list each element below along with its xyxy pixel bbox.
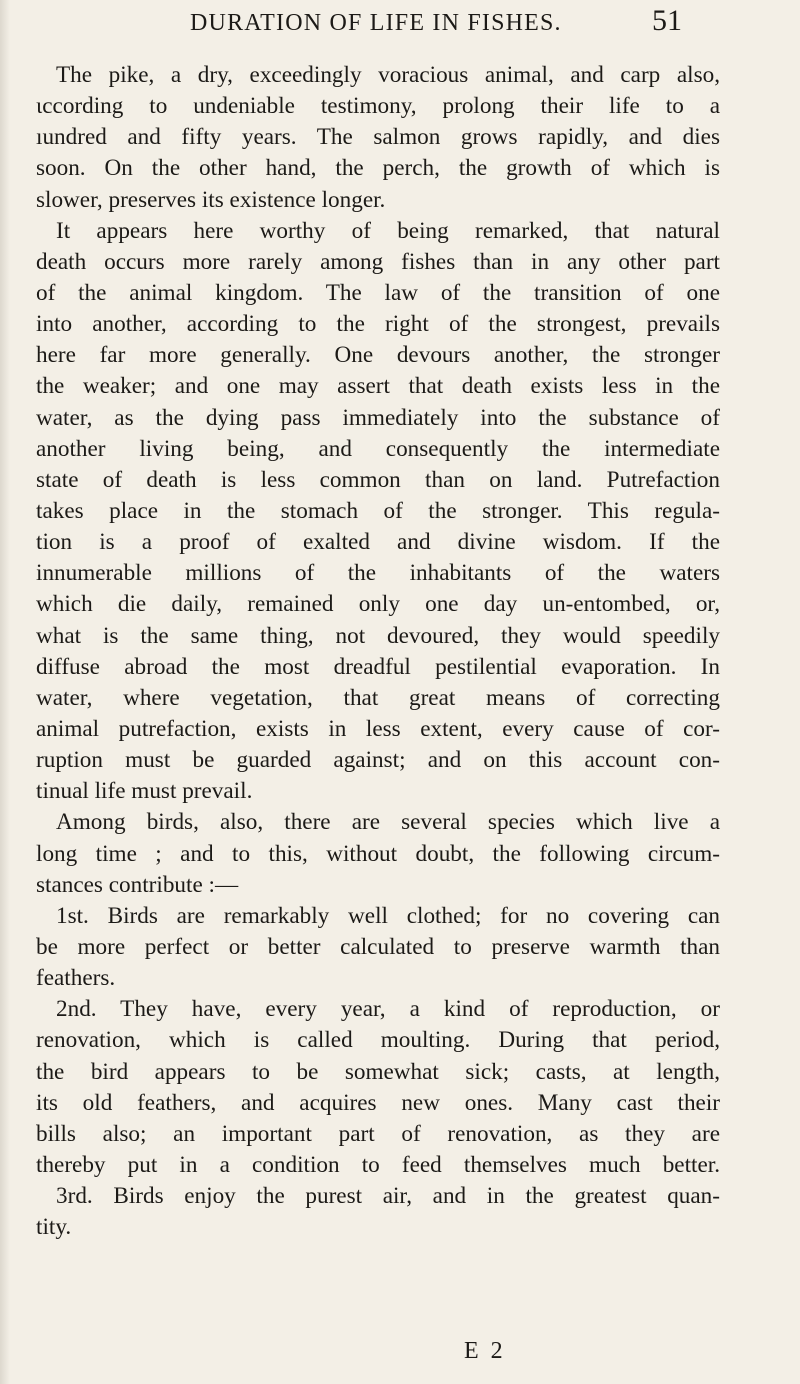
text-line: its old feathers, and acquires new ones. Many cast their [36,1089,720,1116]
text-line: water, as the dying pass immediately into the substance of [36,404,720,431]
text-line: feathers. [36,965,116,992]
text-line: bills also; an important part of renovation, as they are [36,1120,720,1147]
text-line: the weaker; and one may assert that death exists less in the [36,373,720,400]
page-number: 51 [652,4,682,37]
text-line: animal putrefaction, exists in less extent, every cause of cor- [36,715,720,742]
text-line: water, where vegetation, that great means of correcting [36,684,720,711]
text-line: 2nd. They have, every year, a kind of reproduction, or [56,996,720,1023]
text-line: soon. On the other hand, the perch, the growth of which is [36,155,720,182]
text-line: what is the same thing, not devoured, they would speedily [36,622,720,649]
text-line: tion is a proof of exalted and divine wisdom. If the [36,529,720,556]
page-header [0,6,800,46]
text-line: diffuse abroad the most dreadful pestilential evaporation. In [36,653,720,680]
text-line: 3rd. Birds enjoy the purest air, and in the greatest quan- [56,1183,720,1210]
text-line: the bird appears to be somewhat sick; casts, at length, [36,1058,720,1085]
text-line: state of death is less common than on land. Putrefaction [36,466,720,493]
text-line: 1st. Birds are remarkably well clothed; for no covering can [56,902,720,929]
text-line: ιccording to undeniable testimony, prolong their life to a [36,93,720,120]
text-line: Among birds, also, there are several species which live a [56,809,720,836]
text-line: thereby put in a condition to feed themselves much better. [36,1151,720,1178]
text-line: be more perfect or better calculated to preserve warmth than [36,933,720,960]
text-line: takes place in the stomach of the stronger. This regula- [36,497,720,524]
text-line: death occurs more rarely among fishes than in any other part [36,248,720,275]
text-line: slower, preserves its existence longer. [36,186,386,213]
text-line: ıundred and fifty years. The salmon grows rapidly, and dies [36,124,720,151]
text-line: tity. [36,1214,72,1241]
text-line: It appears here worthy of being remarked, that natural [56,217,720,244]
text-line: which die daily, remained only one day un-entombed, or, [36,591,720,618]
body-text [36,60,720,1243]
signature-mark: E 2 [464,1338,506,1364]
text-line: here far more generally. One devours another, the stronger [36,342,720,369]
text-line: The pike, a dry, exceedingly voracious animal, and carp also, [56,62,720,88]
page-gutter-shadow [0,0,10,1384]
text-line: innumerable millions of the inhabitants of the waters [36,560,720,587]
text-line: into another, according to the right of the strongest, prevails [36,311,720,338]
text-line: another living being, and consequently the intermediate [36,435,720,462]
text-line: tinual life must prevail. [36,778,253,805]
text-line: renovation, which is called moulting. During that period, [36,1027,720,1054]
text-line: stances contribute :— [36,871,239,898]
text-line: long time ; and to this, without doubt, the following circum- [36,840,720,867]
text-line: of the animal kingdom. The law of the transition of one [36,279,720,306]
running-head: DURATION OF LIFE IN FISHES. [190,10,562,36]
text-line: ruption must be guarded against; and on this account con- [36,747,720,774]
